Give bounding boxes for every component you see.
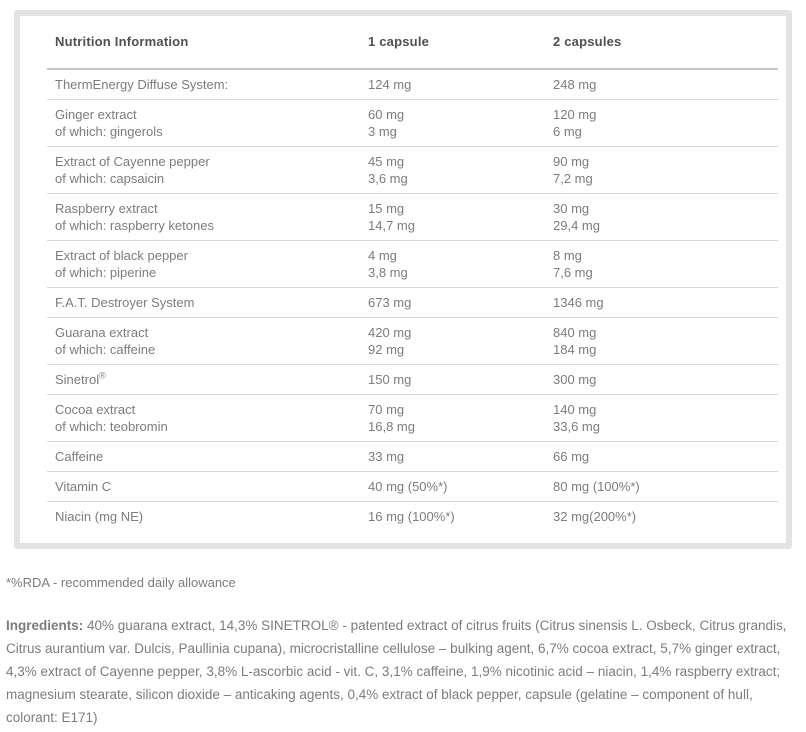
table-row-caffeine: [47, 442, 778, 472]
row-subvalue-2cap: 7,6 mg: [553, 265, 593, 280]
row-label: F.A.T. Destroyer System: [55, 295, 195, 310]
column-header-nutrition-information: Nutrition Information: [55, 34, 189, 49]
table-row-fat-destroyer-system: [47, 288, 778, 318]
row-value-1cap: 150 mg: [368, 372, 412, 387]
ingredients-text: 40% guarana extract, 14,3% SINETROL® - patented extract of citrus fruits (Citrus sinensis L. Osbeck, Citrus grandis, Citrus aurantium var. Dulcis, Paullinia cupana), microcristalline cellulose – bulking agent, 6,7% cocoa extract, 5,7% ginger extract, 4,3% extract of Cayenne pepper, 3,8% L-ascorbic acid - vit. C, 3,1% caffeine, 1,9% nicotinic acid – niacin, 1,4% raspberry extract; magnesium stearate, silicon dioxide – anticaking agents, 0,4% extract of black pepper, capsule (gelatine – component of hull, colorant: E171): [6, 618, 787, 725]
registered-trademark-symbol: ®: [99, 370, 106, 381]
row-value-1cap: 40 mg (50%*): [368, 479, 448, 494]
row-value-2cap: 300 mg: [553, 372, 597, 387]
table-row-vitamin-c: [47, 472, 778, 502]
row-value-2cap: 90 mg: [553, 154, 590, 169]
row-value-1cap: 673 mg: [368, 295, 412, 310]
row-value-1cap: 420 mg: [368, 325, 412, 340]
row-label: Vitamin C: [55, 479, 112, 494]
ingredients-label: Ingredients:: [6, 618, 84, 633]
row-value-2cap: 840 mg: [553, 325, 597, 340]
row-sublabel: of which: capsaicin: [55, 171, 165, 186]
nutrition-table-card: [14, 10, 792, 549]
row-subvalue-1cap: 16,8 mg: [368, 419, 415, 434]
row-label: Caffeine: [55, 449, 104, 464]
row-value-2cap: 120 mg: [553, 107, 597, 122]
row-label: Extract of Cayenne pepper: [55, 154, 210, 169]
table-row-cayenne-pepper: [47, 147, 778, 194]
row-sublabel: of which: caffeine: [55, 342, 156, 357]
row-sublabel: of which: piperine: [55, 265, 157, 280]
row-subvalue-1cap: 3,6 mg: [368, 171, 408, 186]
row-value-2cap: 80 mg (100%*): [553, 479, 640, 494]
row-value-1cap: 45 mg: [368, 154, 405, 169]
table-row-black-pepper: [47, 241, 778, 288]
rda-footnote: *%RDA - recommended daily allowance: [6, 575, 236, 590]
row-value-2cap: 30 mg: [553, 201, 590, 216]
row-sublabel: of which: gingerols: [55, 124, 163, 139]
row-value-2cap: 32 mg(200%*): [553, 509, 637, 524]
column-header-1-capsule: 1 capsule: [368, 34, 430, 49]
row-value-1cap: 70 mg: [368, 402, 405, 417]
table-row-niacin: [47, 502, 778, 535]
row-subvalue-2cap: 6 mg: [553, 124, 582, 139]
table-row-raspberry-extract: [47, 194, 778, 241]
table-row-ginger-extract: [47, 100, 778, 147]
row-subvalue-1cap: 92 mg: [368, 342, 405, 357]
row-subvalue-1cap: 14,7 mg: [368, 218, 415, 233]
row-subvalue-2cap: 184 mg: [553, 342, 597, 357]
row-subvalue-2cap: 33,6 mg: [553, 419, 600, 434]
table-row-thermenergy: [47, 70, 778, 100]
row-value-2cap: 248 mg: [553, 77, 597, 92]
row-subvalue-2cap: 7,2 mg: [553, 171, 593, 186]
page: [0, 10, 806, 732]
row-subvalue-1cap: 3 mg: [368, 124, 397, 139]
row-value-2cap: 140 mg: [553, 402, 597, 417]
row-value-1cap: 4 mg: [368, 248, 397, 263]
row-value-2cap: 8 mg: [553, 248, 582, 263]
table-header-row: [47, 16, 778, 70]
row-value-1cap: 124 mg: [368, 77, 412, 92]
row-value-2cap: 66 mg: [553, 449, 590, 464]
row-label: Extract of black pepper: [55, 248, 188, 263]
table-row-sinetrol: [47, 365, 778, 395]
row-subvalue-1cap: 3,8 mg: [368, 265, 408, 280]
row-label: Niacin (mg NE): [55, 509, 144, 524]
table-row-guarana-extract: [47, 318, 778, 365]
table-body: [47, 70, 778, 535]
row-subvalue-2cap: 29,4 mg: [553, 218, 600, 233]
column-header-2-capsules: 2 capsules: [553, 34, 622, 49]
table-row-cocoa-extract: [47, 395, 778, 442]
row-label: ThermEnergy Diffuse System:: [55, 77, 229, 92]
row-sublabel: of which: teobromin: [55, 419, 168, 434]
row-label: Raspberry extract: [55, 201, 158, 216]
row-label: Ginger extract: [55, 107, 137, 122]
row-value-1cap: 60 mg: [368, 107, 405, 122]
row-value-1cap: 16 mg (100%*): [368, 509, 455, 524]
row-label: Guarana extract: [55, 325, 149, 340]
row-label: Cocoa extract: [55, 402, 136, 417]
ingredients-paragraph: [6, 614, 798, 729]
row-label: [55, 371, 368, 388]
row-value-1cap: 15 mg: [368, 201, 405, 216]
row-value-2cap: 1346 mg: [553, 295, 604, 310]
sinetrol-name: Sinetrol: [55, 372, 100, 387]
row-value-1cap: 33 mg: [368, 449, 405, 464]
row-sublabel: of which: raspberry ketones: [55, 218, 214, 233]
